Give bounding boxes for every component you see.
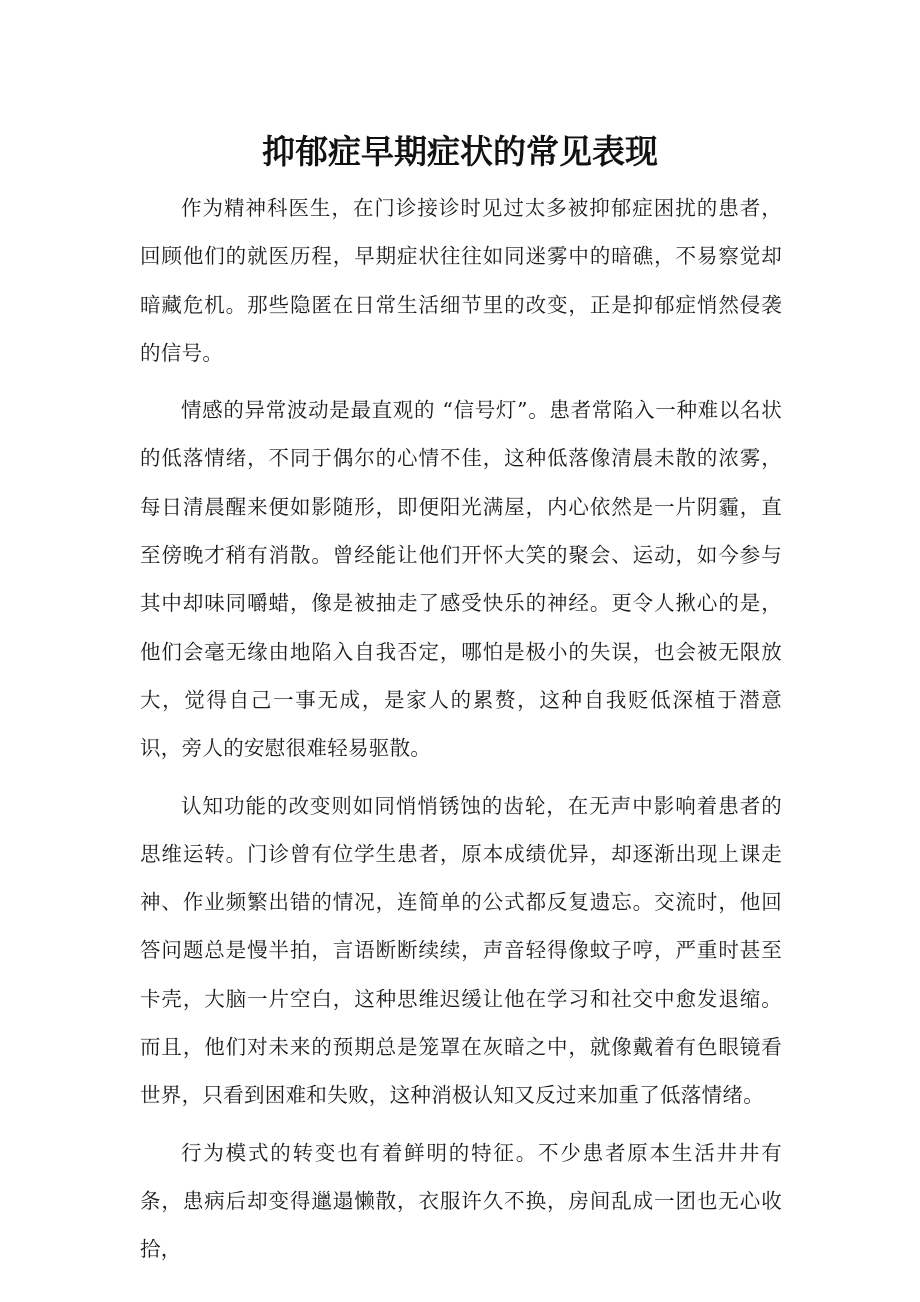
paragraph-intro: 作为精神科医生，在门诊接诊时见过太多被抑郁症困扰的患者，回顾他们的就医历程，早期症状往往如同迷雾中的暗礁，不易察觉却暗藏危机。那些隐匿在日常生活细节里的改变，正是抑郁症悄然侵袭的信号。 — [140, 196, 782, 365]
document-title: 抑郁症早期症状的常见表现 — [262, 132, 658, 171]
paragraph-behavior: 行为模式的转变也有着鲜明的特征。不少患者原本生活井井有条，患病后却变得邋遢懒散，衣服许久不换，房间乱成一团也无心收拾， — [140, 1140, 782, 1262]
document-body — [140, 184, 782, 1283]
paragraph-cognition: 认知功能的改变则如同悄悄锈蚀的齿轮，在无声中影响着患者的思维运转。门诊曾有位学生患者，原本成绩优异，却逐渐出现上课走神、作业频繁出错的情况，连简单的公式都反复遗忘。交流时，他回答问题总是慢半拍，言语断断续续，声音轻得像蚊子哼，严重时甚至卡壳，大脑一片空白，这种思维迟缓让他在学习和社交中愈发退缩。而且，他们对未来的预期总是笼罩在灰暗之中，就像戴着有色眼镜看世界，只看到困难和失败，这种消极认知又反过来加重了低落情绪。 — [140, 793, 782, 1108]
paragraph-emotion: 情感的异常波动是最直观的 “信号灯”。患者常陷入一种难以名状的低落情绪，不同于偶尔的心情不佳，这种低落像清晨未散的浓雾，每日清晨醒来便如影随形，即便阳光满屋，内心依然是一片阴霾，直至傍晚才稍有消散。曾经能让他们开怀大笑的聚会、运动，如今参与其中却味同嚼蜡，像是被抽走了感受快乐的神经。更令人揪心的是，他们会毫无缘由地陷入自我否定，哪怕是极小的失误，也会被无限放大，觉得自己一事无成，是家人的累赘，这种自我贬低深植于潜意识，旁人的安慰很难轻易驱散。 — [140, 398, 782, 761]
